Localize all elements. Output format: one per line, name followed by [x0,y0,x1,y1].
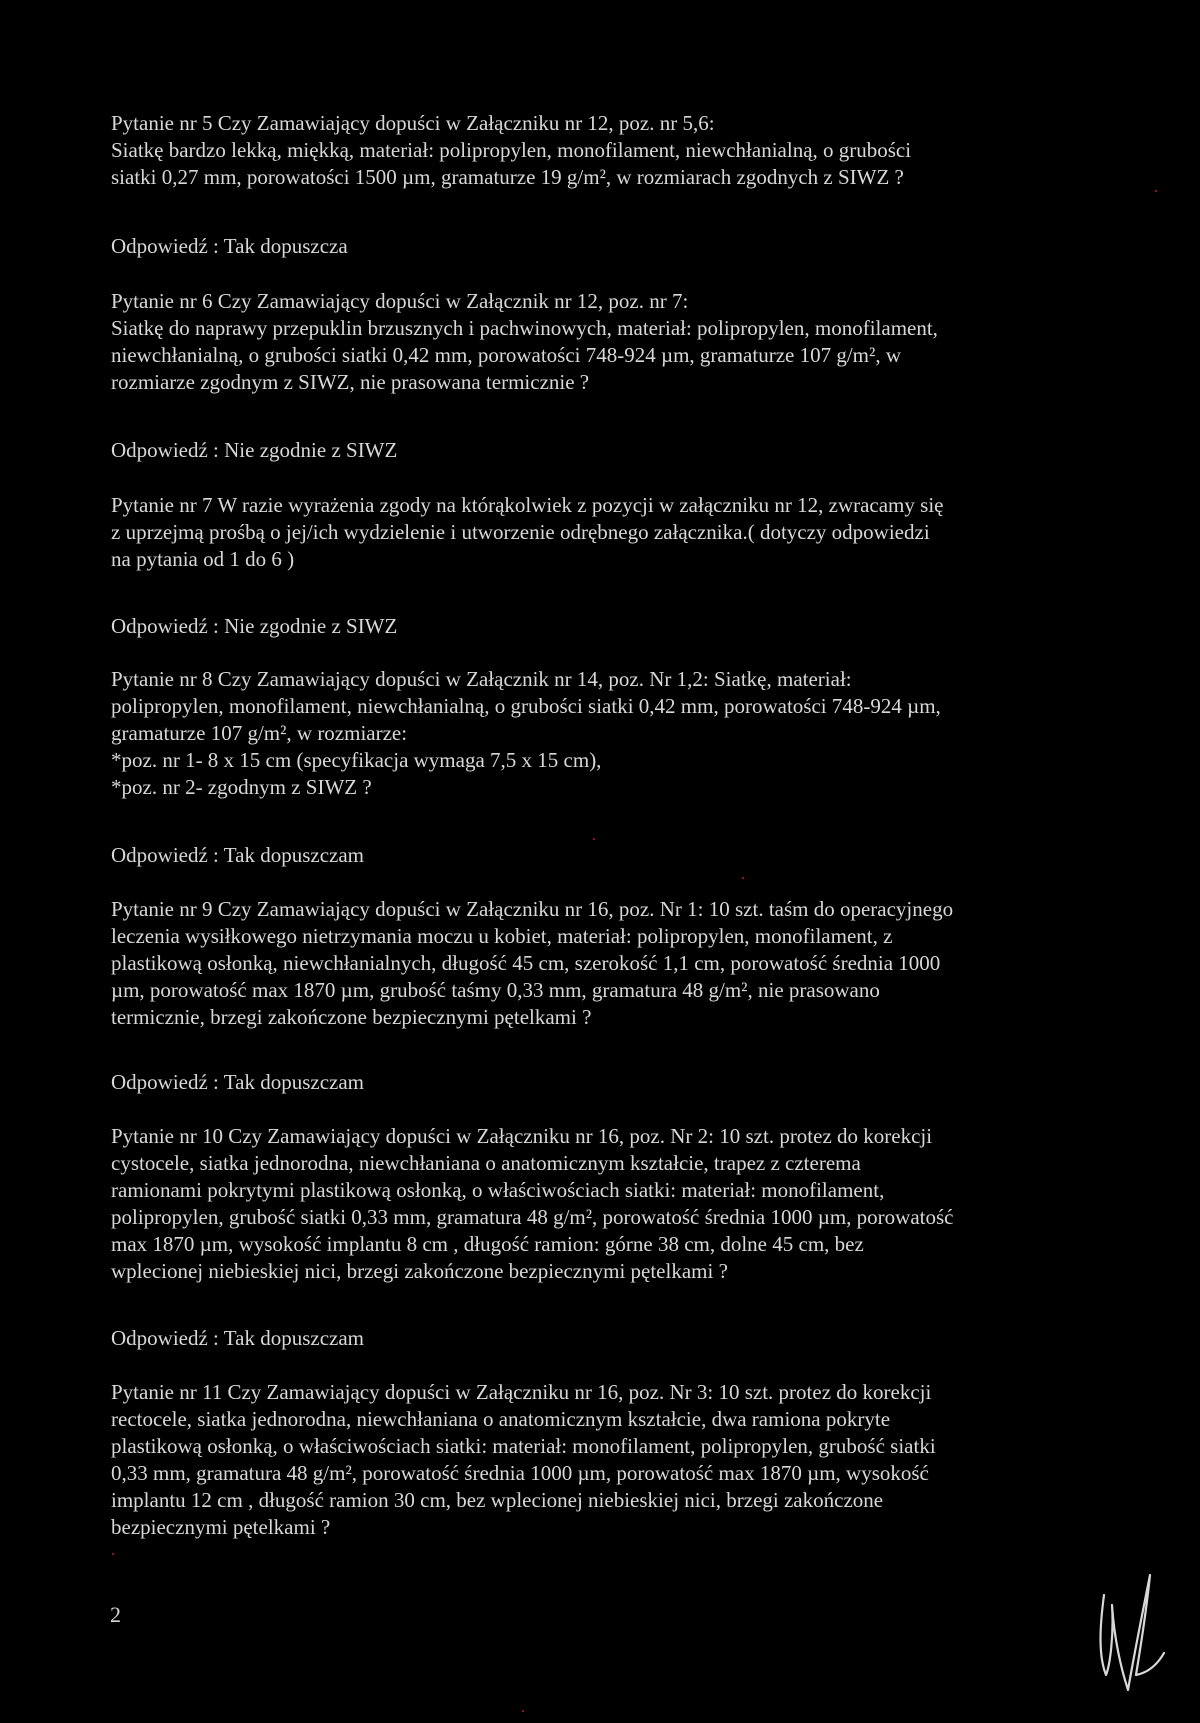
question-10-line-5: max 1870 µm, wysokość implantu 8 cm , długość ramion: górne 38 cm, dolne 45 cm, bez [111,1232,864,1256]
question-7-line-2: z uprzejmą prośbą o jej/ich wydzielenie i utworzenie odrębnego załącznika.( dotyczy odpowiedzi [111,520,930,544]
question-9-line-5: termicznie, brzegi zakończone bezpiecznymi pętelkami ? [111,1005,592,1029]
question-8-line-5: *poz. nr 2- zgodnym z SIWZ ? [111,775,372,799]
question-7-line-3: na pytania od 1 do 6 ) [111,547,295,571]
answer-10: Odpowiedź : Tak dopuszczam [111,1326,364,1350]
scan-speck [112,1553,114,1555]
question-10-line-4: polipropylen, grubość siatki 0,33 mm, gramatura 48 g/m², porowatość średnia 1000 µm, porowatość [111,1205,954,1229]
answer-8: Odpowiedź : Tak dopuszczam [111,843,364,867]
question-7 [111,492,943,573]
question-6-line-1: Pytanie nr 6 Czy Zamawiający dopuści w Załącznik nr 12, poz. nr 7: [111,289,689,313]
qa-block-8 [111,666,941,801]
answer-7: Odpowiedź : Nie zgodnie z SIWZ [111,614,398,638]
question-7-line-1: Pytanie nr 7 W razie wyrażenia zgody na którąkolwiek z pozycji w załączniku nr 12, zwracamy się [111,493,944,517]
qa-block-9 [111,896,953,1031]
question-11-line-5: implantu 12 cm , długość ramion 30 cm, bez wplecionej niebieskiej nici, brzegi zakończone [111,1488,884,1512]
question-10-line-3: ramionami pokrytymi plastikową osłonką, o właściwościach siatki: materiał: monofilament, [111,1178,885,1202]
question-9-line-3: plastikową osłonką, niewchłanialnych, długość 45 cm, szerokość 1,1 cm, porowatość średnia 1000 [111,951,941,975]
question-6-line-3: niewchłanialną, o grubości siatki 0,42 mm, porowatości 748-924 µm, gramaturze 107 g/m², w [111,343,901,367]
handwritten-signature [1090,1555,1170,1705]
question-9-line-4: µm, porowatość max 1870 µm, grubość taśmy 0,33 mm, gramatura 48 g/m², nie prasowano [111,978,880,1002]
question-5 [111,110,911,191]
question-10-line-2: cystocele, siatka jednorodna, niewchłaniana o anatomicznym kształcie, trapez z czterema [111,1151,861,1175]
scan-speck [593,838,595,840]
question-6-line-2: Siatkę do naprawy przepuklin brzusznych i pachwinowych, materiał: polipropylen, monofilament, [111,316,938,340]
qa-block-10 [111,1123,954,1285]
question-6-line-4: rozmiarze zgodnym z SIWZ, nie prasowana termicznie ? [111,370,590,394]
question-11-line-4: 0,33 mm, gramatura 48 g/m², porowatość średnia 1000 µm, porowatość max 1870 µm, wysokość [111,1461,929,1485]
qa-block-5 [111,110,911,191]
question-11-line-3: plastikową osłonką, o właściwościach siatki: materiał: monofilament, polipropylen, grubość siatki [111,1434,936,1458]
question-8-line-1: Pytanie nr 8 Czy Zamawiający dopuści w Załącznik nr 14, poz. Nr 1,2: Siatkę, materiał: [111,667,852,691]
page-number: 2 [110,1602,121,1627]
answer-9: Odpowiedź : Tak dopuszczam [111,1070,364,1094]
qa-block-11 [111,1379,936,1541]
question-11-line-6: bezpiecznymi pętelkami ? [111,1515,331,1539]
question-5-line-3: siatki 0,27 mm, porowatości 1500 µm, gramaturze 19 g/m², w rozmiarach zgodnych z SIWZ ? [111,165,904,189]
question-6 [111,288,938,396]
question-8-line-2: polipropylen, monofilament, niewchłanialną, o grubości siatki 0,42 mm, porowatości 748-924 µm, [111,694,941,718]
qa-block-6 [111,288,938,396]
answer-5: Odpowiedź : Tak dopuszcza [111,234,348,258]
question-11-line-1: Pytanie nr 11 Czy Zamawiający dopuści w Załączniku nr 16, poz. Nr 3: 10 szt. protez do korekcji [111,1380,932,1404]
question-9-line-2: leczenia wysiłkowego nietrzymania moczu u kobiet, materiał: polipropylen, monofilament, z [111,924,893,948]
scan-speck [522,1710,524,1712]
question-11 [111,1379,936,1541]
qa-block-7 [111,492,943,573]
question-10-line-1: Pytanie nr 10 Czy Zamawiający dopuści w Załączniku nr 16, poz. Nr 2: 10 szt. protez do korekcji [111,1124,933,1148]
question-11-line-2: rectocele, siatka jednorodna, niewchłaniana o anatomicznym kształcie, dwa ramiona pokryte [111,1407,891,1431]
question-8-line-4: *poz. nr 1- 8 x 15 cm (specyfikacja wymaga 7,5 x 15 cm), [111,748,602,772]
question-5-line-2: Siatkę bardzo lekką, miękką, materiał: polipropylen, monofilament, niewchłanialną, o grubości [111,138,912,162]
scan-speck [1155,190,1157,192]
question-8-line-3: gramaturze 107 g/m², w rozmiarze: [111,721,408,745]
answer-6: Odpowiedź : Nie zgodnie z SIWZ [111,438,398,462]
question-8 [111,666,941,801]
scan-speck [742,877,744,879]
question-9 [111,896,953,1031]
question-10 [111,1123,954,1285]
question-9-line-1: Pytanie nr 9 Czy Zamawiający dopuści w Załączniku nr 16, poz. Nr 1: 10 szt. taśm do operacyjnego [111,897,954,921]
question-10-line-6: wplecionej niebieskiej nici, brzegi zakończone bezpiecznymi pętelkami ? [111,1259,728,1283]
question-5-line-1: Pytanie nr 5 Czy Zamawiający dopuści w Załączniku nr 12, poz. nr 5,6: [111,111,715,135]
